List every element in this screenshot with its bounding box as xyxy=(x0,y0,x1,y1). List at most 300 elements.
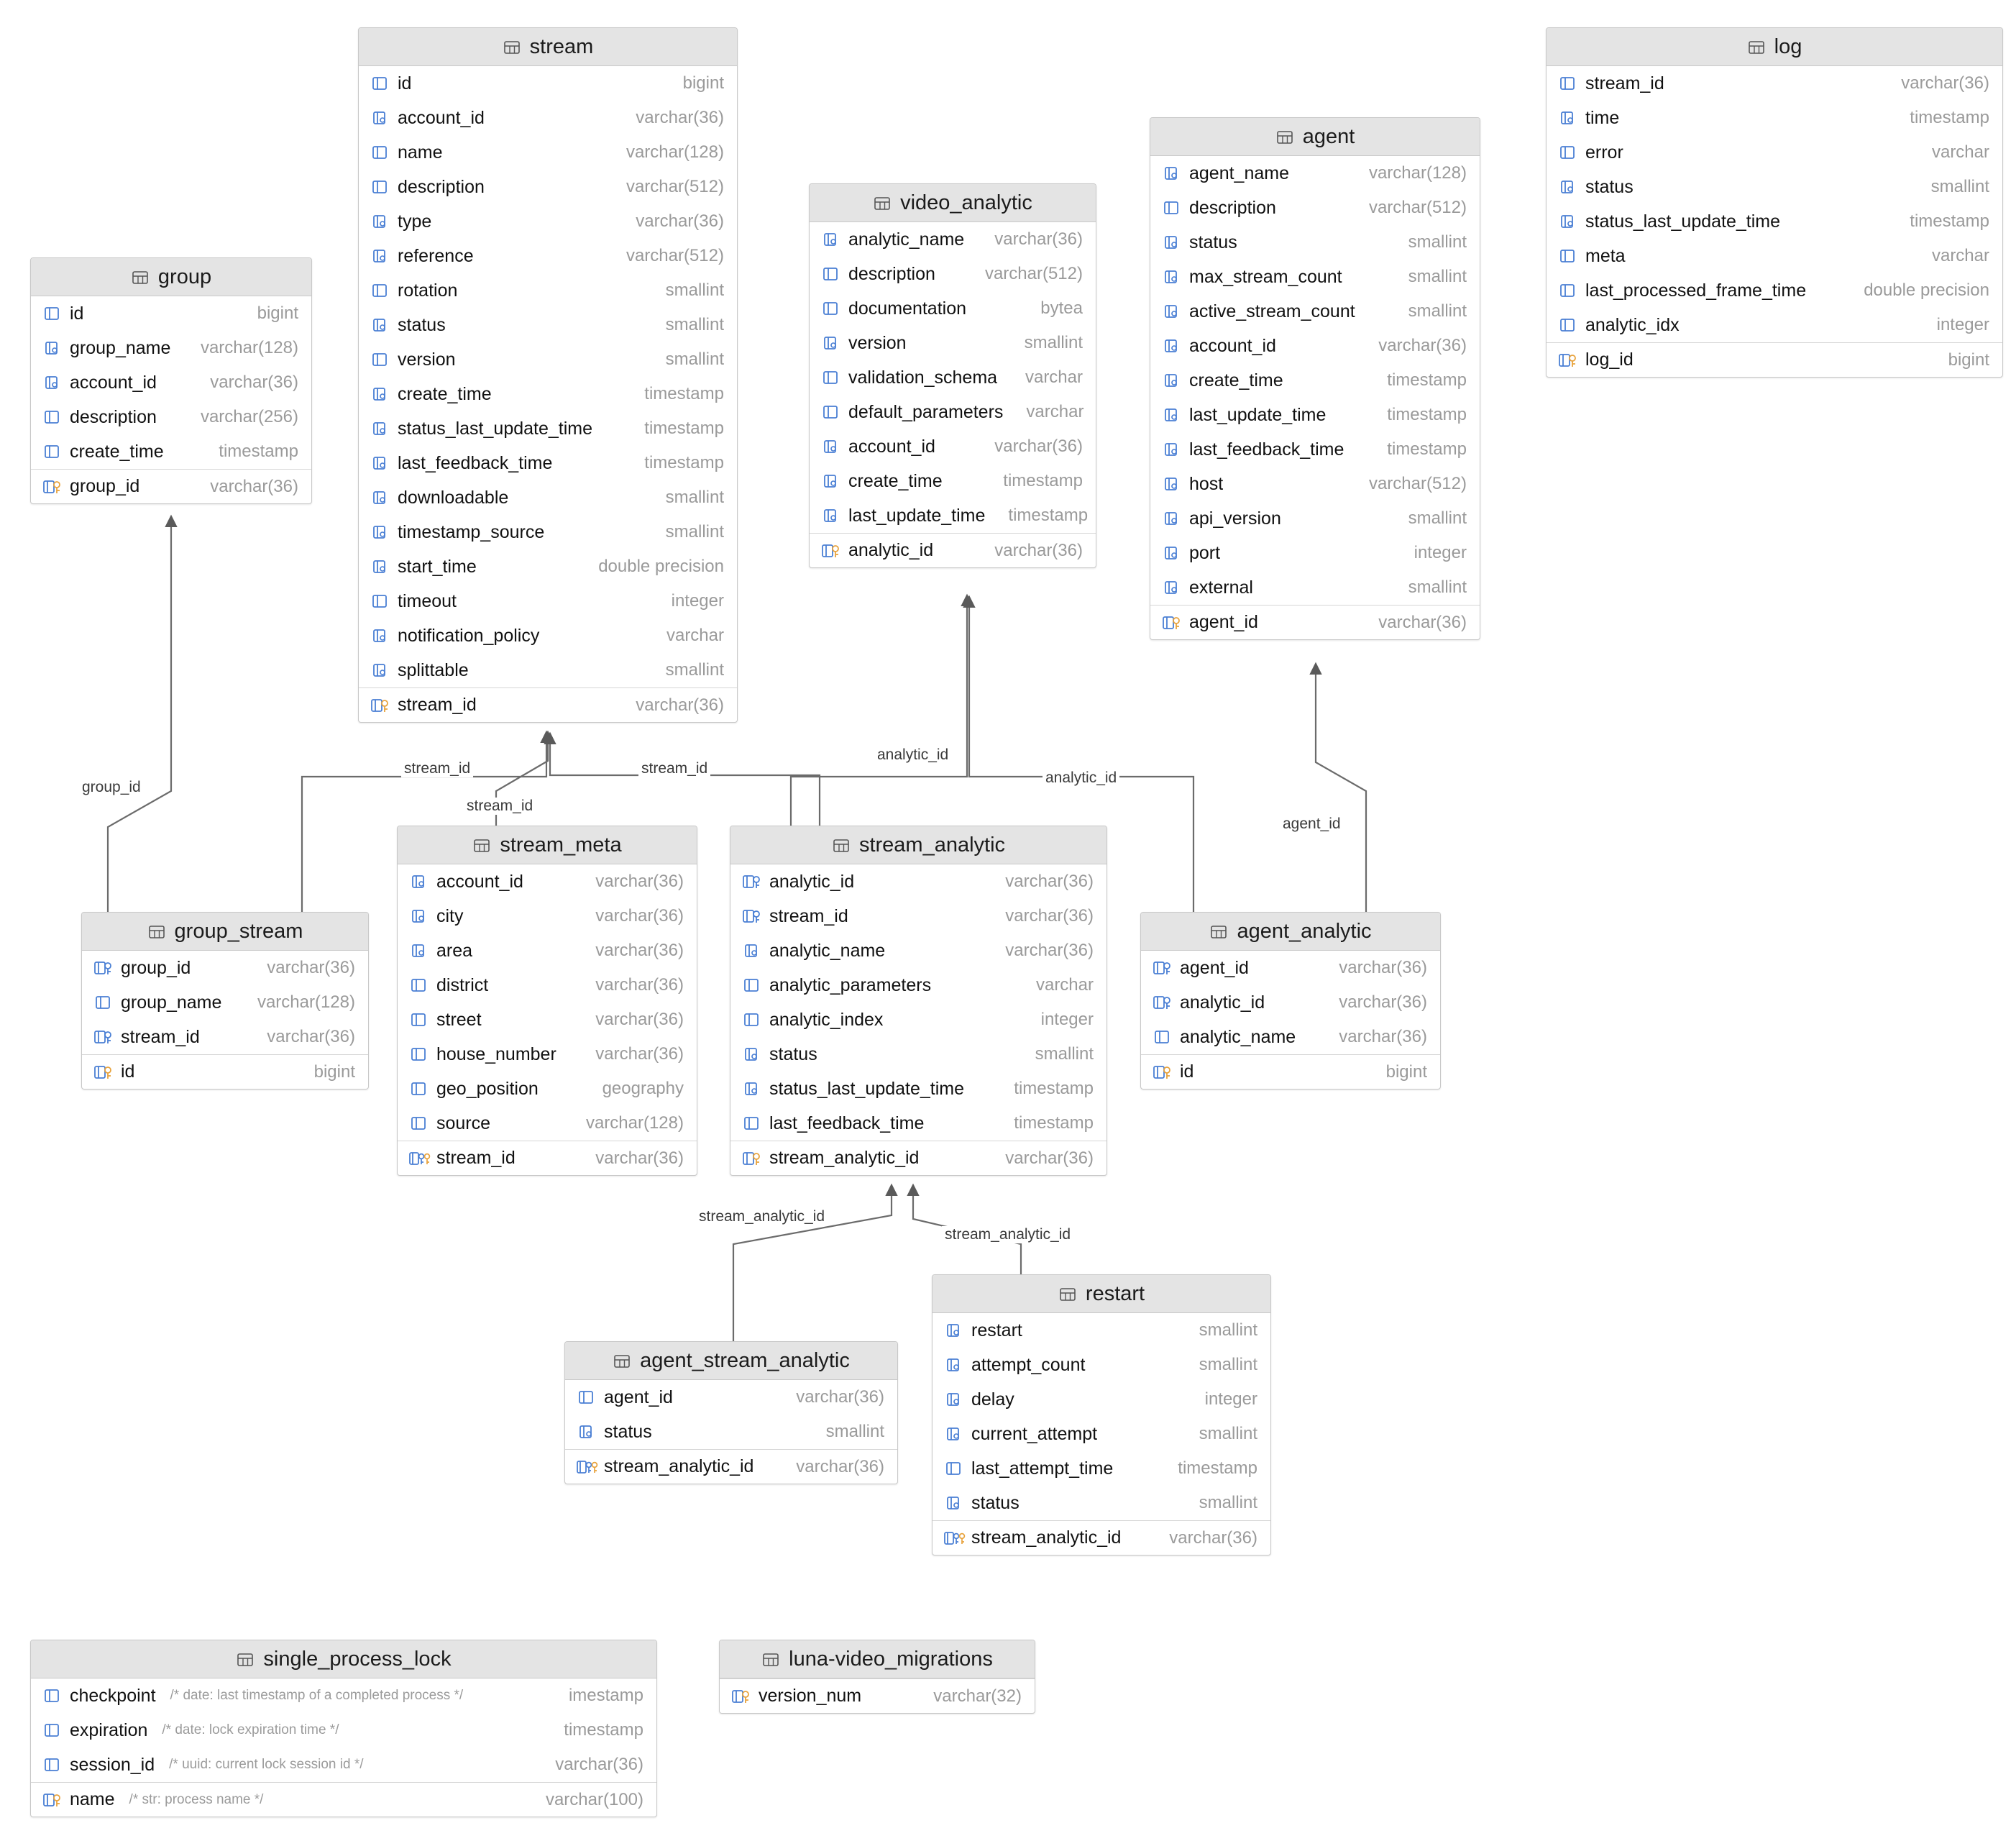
table-header-stream_analytic[interactable] xyxy=(730,826,1106,864)
column-name: type xyxy=(398,211,432,232)
column-name: create_time xyxy=(1189,370,1283,390)
column-type: varchar(256) xyxy=(200,407,298,426)
column-name: documentation xyxy=(848,298,967,319)
column-type: varchar(36) xyxy=(994,229,1083,249)
table-video_analytic[interactable] xyxy=(809,183,1096,568)
table-header-single_process_lock[interactable] xyxy=(31,1640,656,1678)
table-icon xyxy=(131,268,148,285)
column-name: create_time xyxy=(70,441,164,462)
column-icon xyxy=(370,74,389,93)
column-row[interactable] xyxy=(1150,191,1480,225)
column-type: timestamp xyxy=(644,419,724,438)
column-name: splittable xyxy=(398,659,469,680)
column-type: timestamp xyxy=(644,384,724,403)
column-row[interactable] xyxy=(359,687,737,722)
table-agent[interactable] xyxy=(1150,117,1480,640)
column-name: description xyxy=(398,176,485,197)
index-icon xyxy=(821,437,840,456)
column-name: last_processed_frame_time xyxy=(1585,280,1807,301)
column-row[interactable] xyxy=(359,273,737,308)
column-icon xyxy=(742,976,761,995)
column-name: last_feedback_time xyxy=(1189,439,1344,460)
column-row[interactable] xyxy=(730,1106,1106,1141)
index-icon xyxy=(742,1079,761,1098)
column-row[interactable] xyxy=(359,411,737,446)
column-row[interactable] xyxy=(1547,170,2002,204)
column-type: timestamp xyxy=(1910,108,1989,127)
column-row[interactable] xyxy=(359,515,737,549)
column-type: timestamp xyxy=(1387,439,1467,459)
column-type: smallint xyxy=(825,1422,884,1441)
column-icon xyxy=(742,1114,761,1133)
column-row[interactable] xyxy=(810,222,1096,257)
column-type: double precision xyxy=(1864,280,1989,300)
table-header-stream[interactable] xyxy=(359,28,737,66)
table-icon xyxy=(503,38,520,55)
index-icon xyxy=(1558,212,1577,231)
column-icon xyxy=(42,1686,61,1705)
table-luna_video_migrations[interactable] xyxy=(719,1640,1035,1714)
column-row[interactable] xyxy=(398,1037,697,1072)
table-icon xyxy=(613,1352,630,1369)
column-type: smallint xyxy=(665,280,724,300)
column-row[interactable] xyxy=(565,1415,897,1449)
column-icon xyxy=(1558,247,1577,265)
column-row[interactable] xyxy=(730,1072,1106,1106)
primary-foreign-key-icon xyxy=(409,1149,428,1168)
column-row[interactable] xyxy=(810,326,1096,360)
column-row[interactable] xyxy=(730,1002,1106,1037)
column-type: bigint xyxy=(682,73,724,93)
column-row[interactable] xyxy=(1150,260,1480,294)
column-name: current_attempt xyxy=(971,1423,1098,1444)
column-type: smallint xyxy=(665,350,724,369)
table-header-agent_analytic[interactable] xyxy=(1141,913,1440,951)
edge-label: stream_analytic_id xyxy=(696,1208,828,1225)
column-row[interactable] xyxy=(1547,66,2002,101)
column-name: geo_position xyxy=(436,1078,539,1099)
table-stream_analytic[interactable] xyxy=(730,826,1107,1176)
table-group[interactable] xyxy=(30,257,312,504)
table-title: single_process_lock xyxy=(263,1647,452,1671)
column-row[interactable] xyxy=(1141,951,1440,985)
column-row[interactable] xyxy=(730,968,1106,1002)
column-row[interactable] xyxy=(730,1141,1106,1175)
column-row[interactable] xyxy=(31,1748,656,1782)
column-name: description xyxy=(1189,197,1276,218)
column-row[interactable] xyxy=(1150,294,1480,329)
table-title: stream_meta xyxy=(500,833,622,856)
column-name: stream_id xyxy=(436,1148,516,1168)
column-row[interactable] xyxy=(933,1417,1270,1451)
index-icon xyxy=(944,1321,963,1340)
column-row[interactable] xyxy=(810,291,1096,326)
column-row[interactable] xyxy=(933,1451,1270,1486)
column-type: varchar(32) xyxy=(933,1686,1022,1706)
column-name: area xyxy=(436,940,473,961)
column-name: analytic_id xyxy=(848,540,934,560)
column-icon xyxy=(370,143,389,162)
column-name: log_id xyxy=(1585,350,1634,370)
index-icon xyxy=(370,385,389,403)
table-title: stream_analytic xyxy=(858,833,1006,856)
column-type: smallint xyxy=(1408,301,1467,321)
column-name: analytic_name xyxy=(769,940,886,961)
column-name: expiration xyxy=(70,1719,148,1740)
column-row[interactable] xyxy=(1150,536,1480,570)
column-row[interactable] xyxy=(1150,398,1480,432)
index-icon xyxy=(370,247,389,265)
column-type: varchar(36) xyxy=(1339,958,1427,977)
column-row[interactable] xyxy=(810,498,1096,533)
index-icon xyxy=(370,109,389,127)
column-row[interactable] xyxy=(810,464,1096,498)
column-row[interactable] xyxy=(398,864,697,899)
column-name: analytic_index xyxy=(769,1009,884,1030)
table-header-video_analytic[interactable] xyxy=(810,184,1096,222)
column-icon xyxy=(1558,281,1577,300)
table-log[interactable] xyxy=(1546,27,2003,378)
column-name: name xyxy=(398,142,443,163)
column-type: timestamp xyxy=(1014,1079,1094,1098)
index-icon xyxy=(821,506,840,525)
column-type: varchar(512) xyxy=(1368,474,1467,493)
column-name: attempt_count xyxy=(971,1354,1086,1375)
column-name: analytic_id xyxy=(769,871,855,892)
column-row[interactable] xyxy=(810,533,1096,567)
column-row[interactable] xyxy=(31,469,311,503)
column-type: timestamp xyxy=(1387,370,1467,390)
table-header-restart[interactable] xyxy=(933,1275,1270,1313)
foreign-key-icon xyxy=(93,1028,112,1046)
column-row[interactable] xyxy=(1150,501,1480,536)
column-row[interactable] xyxy=(933,1382,1270,1417)
column-row[interactable] xyxy=(359,101,737,135)
column-row[interactable] xyxy=(933,1520,1270,1555)
table-icon xyxy=(1209,923,1227,940)
column-type: varchar(36) xyxy=(210,373,298,392)
column-row[interactable] xyxy=(1547,273,2002,308)
table-title: group xyxy=(157,265,212,288)
column-row[interactable] xyxy=(398,1002,697,1037)
column-name: agent_name xyxy=(1189,163,1290,183)
column-row[interactable] xyxy=(359,239,737,273)
column-type: varchar(128) xyxy=(585,1113,684,1133)
table-icon xyxy=(1275,128,1293,145)
table-stream_meta[interactable] xyxy=(397,826,697,1176)
column-name: city xyxy=(436,905,464,926)
column-row[interactable] xyxy=(31,331,311,365)
index-icon xyxy=(370,557,389,576)
column-type: timestamp xyxy=(1014,1113,1094,1133)
column-type: varchar xyxy=(1025,367,1083,387)
table-title: agent_stream_analytic xyxy=(640,1348,850,1372)
column-row[interactable] xyxy=(359,480,737,515)
column-type: varchar(128) xyxy=(1368,163,1467,183)
column-type: bytea xyxy=(1040,298,1083,318)
column-name: error xyxy=(1585,142,1623,163)
column-row[interactable] xyxy=(31,400,311,434)
column-row[interactable] xyxy=(1150,605,1480,639)
table-header-agent[interactable] xyxy=(1150,118,1480,156)
table-icon xyxy=(832,836,849,854)
column-comment: /* date: lock expiration time */ xyxy=(162,1722,339,1737)
column-row[interactable] xyxy=(359,549,737,584)
column-name: timeout xyxy=(398,590,457,611)
table-header-stream_meta[interactable] xyxy=(398,826,697,864)
column-row[interactable] xyxy=(398,968,697,1002)
foreign-key-icon xyxy=(742,907,761,926)
column-row[interactable] xyxy=(1150,363,1480,398)
column-type: integer xyxy=(1936,315,1989,334)
column-type: smallint xyxy=(1035,1044,1094,1064)
edge-label: stream_analytic_id xyxy=(942,1226,1073,1243)
table-agent_stream_analytic[interactable] xyxy=(564,1341,898,1484)
index-icon xyxy=(944,1425,963,1443)
column-row[interactable] xyxy=(31,365,311,400)
column-type: timestamp xyxy=(219,442,298,461)
column-name: status xyxy=(1585,176,1634,197)
column-row[interactable] xyxy=(565,1449,897,1484)
column-name: stream_id xyxy=(398,695,477,715)
table-icon xyxy=(873,194,890,211)
column-row[interactable] xyxy=(82,985,368,1020)
column-row[interactable] xyxy=(1547,342,2002,377)
column-row[interactable] xyxy=(82,1054,368,1089)
index-icon xyxy=(370,316,389,334)
column-row[interactable] xyxy=(730,933,1106,968)
column-row[interactable] xyxy=(810,257,1096,291)
column-row[interactable] xyxy=(82,1020,368,1054)
column-row[interactable] xyxy=(1141,1020,1440,1054)
column-row[interactable] xyxy=(31,1782,656,1817)
table-header-group[interactable] xyxy=(31,258,311,296)
column-type: varchar(36) xyxy=(267,958,355,977)
column-row[interactable] xyxy=(398,1072,697,1106)
column-row[interactable] xyxy=(1547,135,2002,170)
column-icon xyxy=(821,403,840,421)
column-row[interactable] xyxy=(398,899,697,933)
column-row[interactable] xyxy=(1547,101,2002,135)
index-icon xyxy=(821,230,840,249)
column-name: last_update_time xyxy=(848,505,986,526)
column-type: varchar(128) xyxy=(626,142,724,162)
column-type: varchar(36) xyxy=(1005,941,1094,960)
table-stream[interactable] xyxy=(358,27,738,723)
column-icon xyxy=(42,304,61,323)
column-row[interactable] xyxy=(933,1313,1270,1348)
primary-key-icon xyxy=(1558,351,1577,370)
column-row[interactable] xyxy=(1547,308,2002,342)
column-row[interactable] xyxy=(359,66,737,101)
column-icon xyxy=(370,592,389,611)
column-row[interactable] xyxy=(31,1713,656,1748)
column-row[interactable] xyxy=(810,360,1096,395)
edge-label: stream_id xyxy=(464,798,536,815)
column-type: timestamp xyxy=(644,453,724,472)
column-name: group_name xyxy=(70,337,171,358)
index-icon xyxy=(370,661,389,680)
column-type: varchar(36) xyxy=(1169,1527,1257,1548)
column-name: last_feedback_time xyxy=(398,452,553,473)
column-type: varchar(36) xyxy=(595,872,684,891)
table-header-luna_video_migrations[interactable] xyxy=(720,1640,1035,1678)
column-icon xyxy=(1558,316,1577,334)
column-row[interactable] xyxy=(359,170,737,204)
column-type: smallint xyxy=(1408,232,1467,252)
column-type: timestamp xyxy=(564,1720,643,1740)
column-name: house_number xyxy=(436,1043,556,1064)
column-name: source xyxy=(436,1113,491,1133)
column-name: timestamp_source xyxy=(398,521,545,542)
column-row[interactable] xyxy=(31,296,311,331)
column-name: id xyxy=(398,73,412,93)
column-row[interactable] xyxy=(359,342,737,377)
column-row[interactable] xyxy=(359,135,737,170)
table-header-group_stream[interactable] xyxy=(82,913,368,951)
column-row[interactable] xyxy=(565,1380,897,1415)
edge-label: analytic_id xyxy=(1043,769,1119,787)
column-icon xyxy=(42,408,61,426)
column-name: district xyxy=(436,974,489,995)
column-row[interactable] xyxy=(82,951,368,985)
column-row[interactable] xyxy=(359,653,737,687)
column-row[interactable] xyxy=(1150,432,1480,467)
column-type: integer xyxy=(671,591,724,611)
column-name: name xyxy=(70,1789,115,1809)
column-row[interactable] xyxy=(1547,239,2002,273)
column-row[interactable] xyxy=(359,308,737,342)
index-icon xyxy=(944,1356,963,1374)
column-row[interactable] xyxy=(810,429,1096,464)
column-name: stream_analytic_id xyxy=(604,1456,754,1476)
table-agent_analytic[interactable] xyxy=(1140,912,1441,1089)
column-icon xyxy=(821,299,840,318)
column-name: group_id xyxy=(121,957,191,978)
column-row[interactable] xyxy=(398,933,697,968)
column-name: account_id xyxy=(848,436,935,457)
table-title: restart xyxy=(1085,1282,1145,1305)
column-type: smallint xyxy=(665,488,724,507)
column-name: account_id xyxy=(1189,335,1276,356)
column-name: default_parameters xyxy=(848,401,1004,422)
column-row[interactable] xyxy=(1150,225,1480,260)
column-row[interactable] xyxy=(1141,1054,1440,1089)
column-row[interactable] xyxy=(1141,985,1440,1020)
column-row[interactable] xyxy=(1150,570,1480,605)
primary-key-icon xyxy=(1162,613,1181,632)
column-row[interactable] xyxy=(720,1678,1035,1713)
column-row[interactable] xyxy=(359,584,737,618)
column-row[interactable] xyxy=(730,1037,1106,1072)
column-icon xyxy=(409,1114,428,1133)
column-type: geography xyxy=(602,1079,684,1098)
column-row[interactable] xyxy=(730,864,1106,899)
column-row[interactable] xyxy=(31,434,311,469)
table-title: luna-video_migrations xyxy=(789,1647,993,1671)
table-header-log[interactable] xyxy=(1547,28,2002,66)
column-row[interactable] xyxy=(359,204,737,239)
column-name: validation_schema xyxy=(848,367,998,388)
column-row[interactable] xyxy=(1150,156,1480,191)
column-icon xyxy=(42,442,61,461)
column-type: varchar(36) xyxy=(1005,906,1094,926)
index-icon xyxy=(370,454,389,472)
column-icon xyxy=(370,350,389,369)
column-row[interactable] xyxy=(398,1141,697,1175)
table-title: group_stream xyxy=(174,919,303,943)
table-single_process_lock[interactable] xyxy=(30,1640,657,1817)
primary-key-icon xyxy=(731,1687,750,1706)
column-row[interactable] xyxy=(933,1348,1270,1382)
column-type: varchar(36) xyxy=(1378,336,1467,355)
column-name: downloadable xyxy=(398,487,509,508)
column-type: smallint xyxy=(1024,333,1083,352)
column-row[interactable] xyxy=(810,395,1096,429)
column-icon xyxy=(42,1755,61,1774)
index-icon xyxy=(42,339,61,357)
column-type: double precision xyxy=(598,557,724,576)
column-row[interactable] xyxy=(933,1486,1270,1520)
column-name: agent_id xyxy=(1180,957,1249,978)
column-icon xyxy=(1162,198,1181,217)
column-row[interactable] xyxy=(31,1678,656,1713)
column-row[interactable] xyxy=(359,446,737,480)
column-name: rotation xyxy=(398,280,458,301)
column-type: varchar(36) xyxy=(1005,872,1094,891)
column-type: bigint xyxy=(1948,350,1989,370)
column-icon xyxy=(409,976,428,995)
column-row[interactable] xyxy=(1150,329,1480,363)
column-row[interactable] xyxy=(1547,204,2002,239)
column-row[interactable] xyxy=(359,377,737,411)
column-name: port xyxy=(1189,542,1221,563)
index-icon xyxy=(821,472,840,490)
column-row[interactable] xyxy=(1150,467,1480,501)
primary-key-icon xyxy=(821,542,840,560)
column-type: varchar(36) xyxy=(796,1456,884,1476)
column-name: stream_analytic_id xyxy=(971,1527,1122,1548)
column-type: smallint xyxy=(1930,177,1989,196)
column-name: status_last_update_time xyxy=(1585,211,1781,232)
column-type: varchar xyxy=(1035,975,1094,995)
column-row[interactable] xyxy=(730,899,1106,933)
column-name: account_id xyxy=(70,372,157,393)
column-row[interactable] xyxy=(398,1106,697,1141)
edge-label: stream_id xyxy=(638,760,710,777)
table-header-agent_stream_analytic[interactable] xyxy=(565,1342,897,1380)
column-name: status xyxy=(398,314,446,335)
column-name: create_time xyxy=(398,383,492,404)
column-name: last_feedback_time xyxy=(769,1113,925,1133)
column-type: varchar(36) xyxy=(1901,73,1989,93)
index-icon xyxy=(409,941,428,960)
column-name: time xyxy=(1585,107,1620,128)
column-name: group_id xyxy=(70,476,140,496)
column-type: varchar(36) xyxy=(595,975,684,995)
index-icon xyxy=(370,523,389,542)
table-restart[interactable] xyxy=(932,1274,1271,1556)
column-name: create_time xyxy=(848,470,943,491)
primary-key-icon xyxy=(370,696,389,715)
column-icon xyxy=(409,1010,428,1029)
column-type: varchar(36) xyxy=(595,941,684,960)
column-name: status_last_update_time xyxy=(398,418,593,439)
column-type: varchar(36) xyxy=(595,1148,684,1168)
column-row[interactable] xyxy=(359,618,737,653)
table-group_stream[interactable] xyxy=(81,912,369,1089)
column-type: bigint xyxy=(1385,1061,1427,1082)
